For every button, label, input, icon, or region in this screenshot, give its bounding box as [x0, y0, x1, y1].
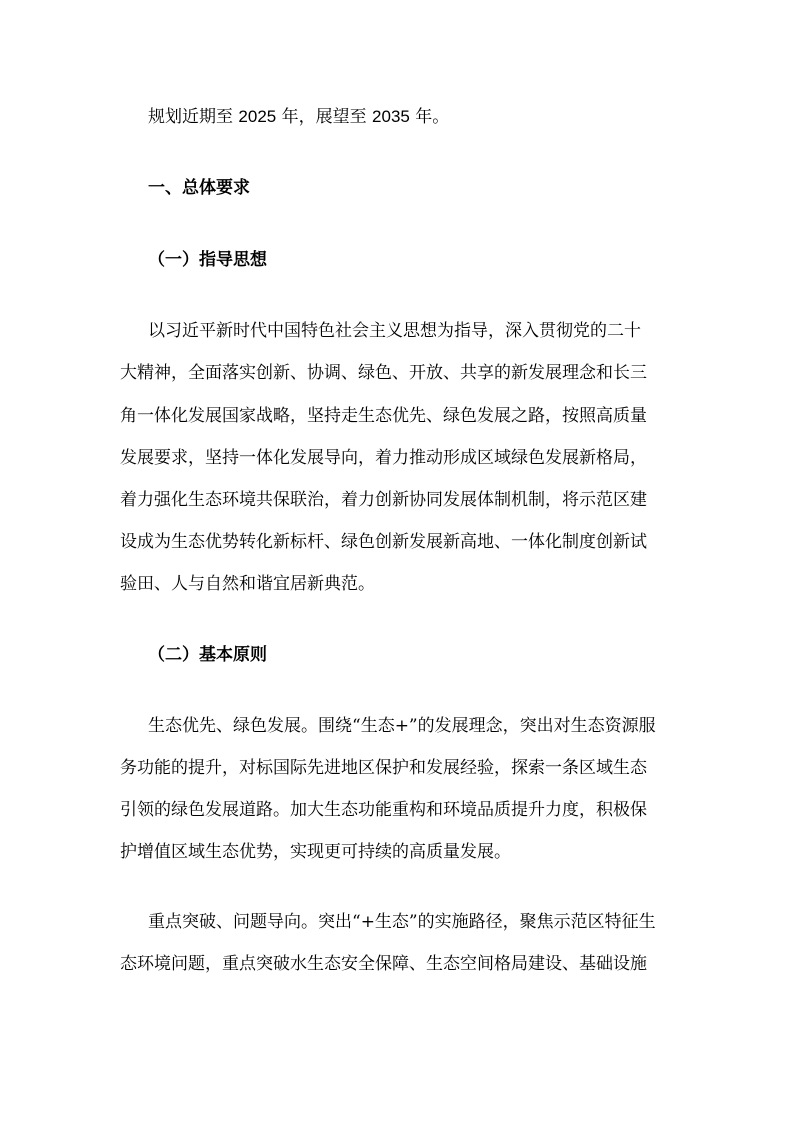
intro-text-post: 年。	[409, 107, 450, 127]
intro-year-near: 2025	[238, 107, 277, 126]
paragraph-line: 重点突破、问题导向。突出“+生态”的实施路径，聚焦示范区特征生	[148, 912, 656, 932]
paragraph-line: 大精神，全面落实创新、协调、绿色、开放、共享的新发展理念和长三	[120, 363, 647, 383]
paragraph-line: 务功能的提升，对标国际先进地区保护和发展经验，探索一条区域生态	[120, 758, 647, 778]
paragraph-line: 态环境问题，重点突破水生态安全保障、生态空间格局建设、基础设施	[120, 954, 647, 974]
paragraph-line: 验田、人与自然和谐宜居新典范。	[120, 574, 375, 594]
paragraph-line: 着力强化生态环境共保联治，着力创新协同发展体制机制，将示范区建	[120, 490, 647, 510]
paragraph-line: 设成为生态优势转化新标杆、绿色创新发展新高地、一体化制度创新试	[120, 532, 647, 552]
intro-year-far: 2035	[372, 107, 410, 126]
paragraph-line: 发展要求，坚持一体化发展导向，着力推动形成区域绿色发展新格局，	[120, 448, 647, 468]
paragraph-line: 角一体化发展国家战略，坚持走生态优先、绿色发展之路，按照高质量	[120, 406, 647, 426]
intro-text-mid: 年，展望至	[276, 107, 373, 127]
paragraph-line: 生态优先、绿色发展。围绕“生态+”的发展理念，突出对生态资源服	[148, 716, 656, 736]
paragraph-line: 以习近平新时代中国特色社会主义思想为指导，深入贯彻党的二十	[148, 321, 641, 341]
intro-line	[148, 107, 708, 127]
subsection-heading-guiding-ideology: （一）指导思想	[148, 250, 267, 270]
paragraph-line: 护增值区域生态优势，实现更可持续的高质量发展。	[120, 842, 511, 862]
subsection-heading-basic-principles: （二）基本原则	[148, 645, 267, 665]
intro-text-pre: 规划近期至	[148, 107, 239, 127]
section-heading: 一、总体要求	[148, 178, 250, 198]
paragraph-line: 引领的绿色发展道路。加大生态功能重构和环境品质提升力度，积极保	[120, 800, 647, 820]
